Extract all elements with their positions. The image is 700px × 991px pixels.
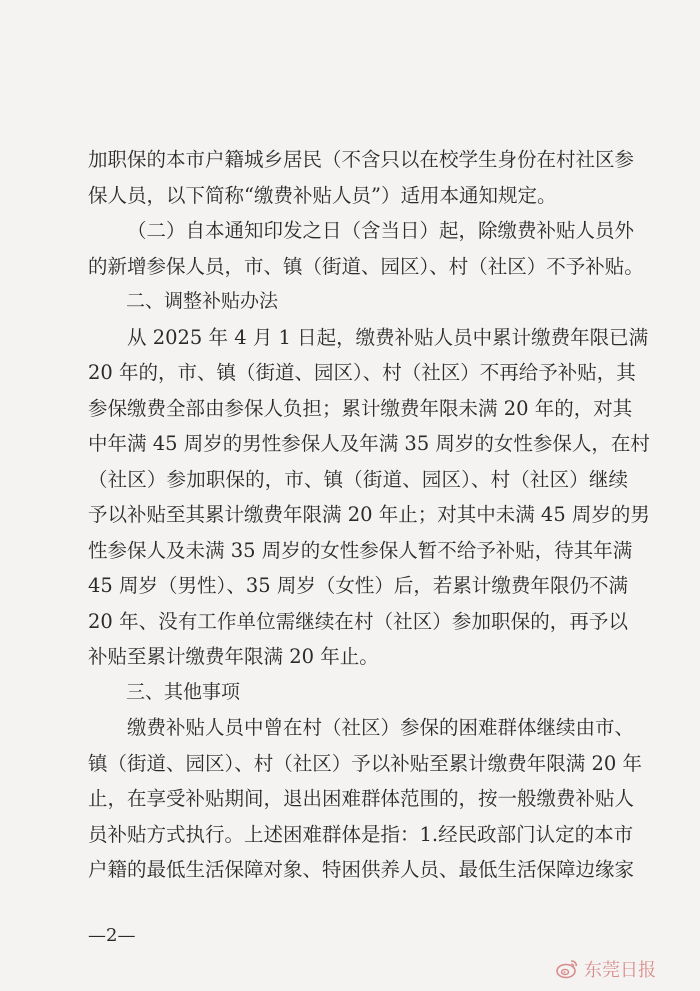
weibo-icon: [556, 959, 578, 979]
body-text-line: 保人员，以下简称“缴费补贴人员”）适用本通知规定。: [88, 183, 557, 207]
body-text-line: 加职保的本市户籍城乡居民（不含只以在校学生身份在村社区参: [88, 148, 635, 171]
watermark-text: 东莞日报: [584, 960, 656, 981]
body-text-line: 止，在享受补贴期间，退出困难群体范围的，按一般缴费补贴人: [88, 787, 635, 810]
body-text-line: 镇（街道、园区）、村（社区）予以补贴至累计缴费年限满 20 年: [88, 751, 642, 775]
body-text-line: 性参保人及未满 35 周岁的女性参保人暂不给予补贴，待其年满: [88, 538, 633, 562]
body-text-line: 20 年的，市、镇（街道、园区）、村（社区）不再给予补贴，其: [88, 361, 636, 384]
body-text-line: 中年满 45 周岁的男性参保人及年满 35 周岁的女性参保人，在村: [88, 432, 650, 455]
body-text-line: 员补贴方式执行。上述困难群体是指：1.经民政部门认定的本市: [88, 822, 634, 846]
body-text-line: 从 2025 年 4 月 1 日起，缴费补贴人员中累计缴费年限已满: [127, 325, 649, 349]
body-text-line: 予以补贴至其累计缴费年限满 20 年止；对其中未满 45 周岁的男: [88, 503, 650, 526]
body-text-line: 的新增参保人员，市、镇（街道、园区）、村（社区）不予补贴。: [88, 254, 644, 278]
body-text-line: （社区）参加职保的，市、镇（街道、园区）、村（社区）继续: [88, 467, 628, 491]
body-text-line: 缴费补贴人员中曾在村（社区）参保的困难群体继续由市、: [127, 716, 635, 739]
body-text-line: 45 周岁（男性）、35 周岁（女性）后，若累计缴费年限仍不满: [88, 574, 628, 597]
body-text-line: 20 年、没有工作单位需继续在村（社区）参加职保的，再予以: [88, 609, 628, 633]
body-text-line: 参保缴费全部由参保人负担；累计缴费年限未满 20 年的，对其: [88, 396, 633, 420]
section-heading: 二、调整补贴办法: [126, 290, 279, 312]
document-body: [88, 142, 650, 888]
watermark: [556, 956, 656, 982]
body-text-line: 户籍的最低生活保障对象、特困供养人员、最低生活保障边缘家: [88, 858, 635, 881]
body-text-line: 补贴至累计缴费年限满 20 年止。: [88, 645, 379, 668]
section-heading: 三、其他事项: [126, 680, 241, 703]
body-text-line: （二）自本通知印发之日（含当日）起，除缴费补贴人员外: [127, 219, 635, 242]
page-number: —2—: [88, 925, 136, 946]
